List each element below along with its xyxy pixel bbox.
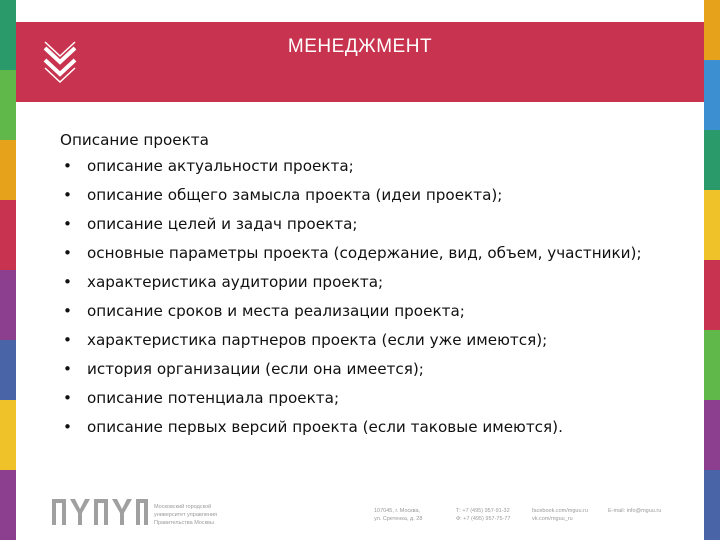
- slide-content: [60, 130, 700, 446]
- footer-email[interactable]: E-mail: info@mguu.ru: [608, 508, 662, 514]
- left-color-strip: [0, 0, 16, 540]
- footer-university-line: Правительства Москвы: [154, 520, 214, 526]
- list-item: • описание сроков и места реализации проекта;: [60, 301, 700, 322]
- footer-address-line: 107045, г. Москва,: [374, 508, 421, 514]
- right-color-strip: [704, 0, 720, 540]
- slide: [16, 0, 704, 540]
- footer-phone-line: Т: +7 (495) 957-91-32: [456, 508, 510, 514]
- content-heading: Описание проекта: [60, 131, 209, 149]
- footer-vk-link[interactable]: vk.com/mguu_ru: [532, 516, 573, 522]
- list-item: • описание целей и задач проекта;: [60, 214, 700, 235]
- list-item: • история организации (если она имеется);: [60, 359, 700, 380]
- slide-footer: [16, 495, 704, 535]
- bullet-list: [60, 156, 700, 438]
- slide-title: МЕНЕДЖМЕНТ: [287, 36, 433, 57]
- list-item: • основные параметры проекта (содержание, вид, объем, участники);: [60, 243, 700, 264]
- footer-fax-line: Ф: +7 (495) 957-75-77: [456, 516, 511, 522]
- footer-facebook-link[interactable]: facebook.com/mguu.ru: [532, 508, 588, 514]
- list-item: • характеристика партнеров проекта (если уже имеются);: [60, 330, 700, 351]
- footer-address-line: ул. Сретенка, д. 28: [374, 516, 423, 522]
- list-item: • описание первых версий проекта (если таковые имеются).: [60, 417, 700, 438]
- list-item: • описание потенциала проекта;: [60, 388, 700, 409]
- footer-university-line: Московский городской: [154, 504, 212, 510]
- list-item: • описание общего замысла проекта (идеи проекта);: [60, 185, 700, 206]
- list-item: • характеристика аудитории проекта;: [60, 272, 700, 293]
- footer-university-line: университет управления: [154, 512, 218, 518]
- mgpu-logo-icon: [52, 499, 148, 525]
- list-item: • описание актуальности проекта;: [60, 156, 700, 177]
- slide-header: [16, 22, 704, 102]
